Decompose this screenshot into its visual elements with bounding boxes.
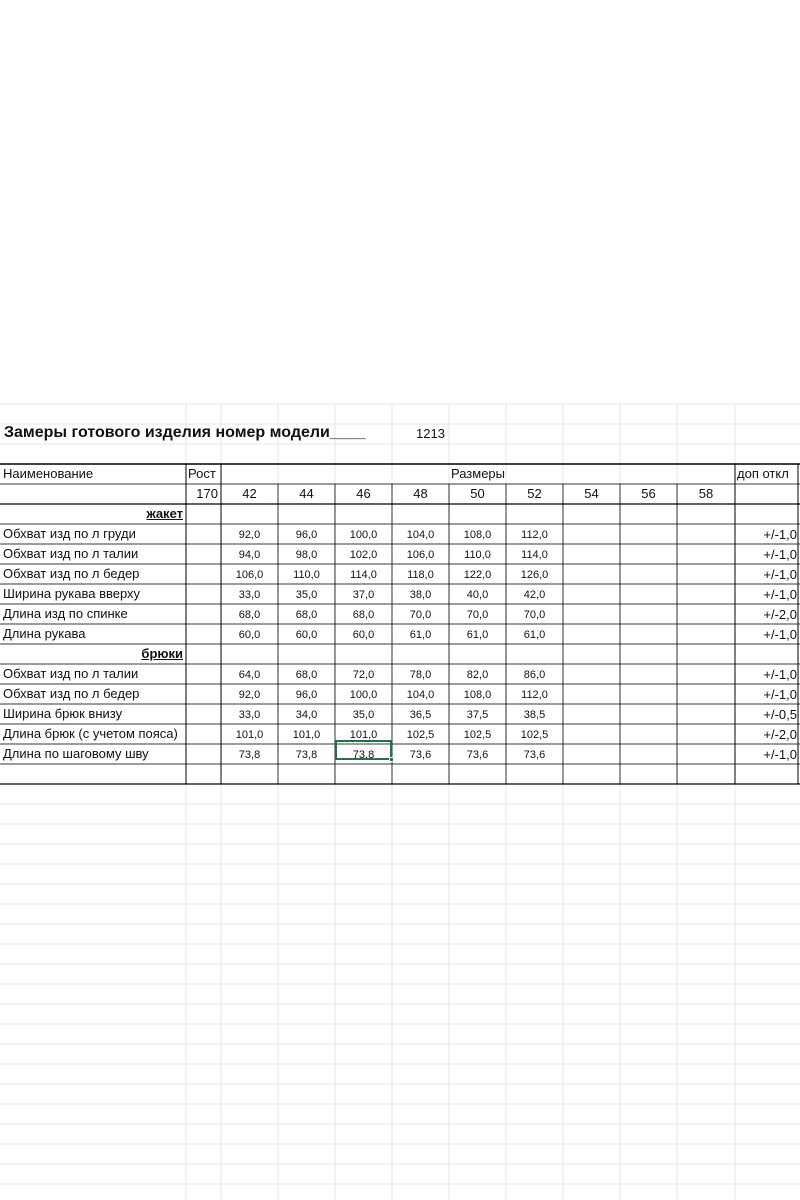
row-name: Длина рукава — [3, 626, 86, 641]
tolerance-cell: +/-1,0 — [763, 547, 797, 562]
size-48: 48 — [413, 486, 428, 501]
height-value: 170 — [196, 486, 218, 501]
value-cell: 100,0 — [349, 529, 378, 541]
value-cell: 73,8 — [238, 749, 261, 761]
size-56: 56 — [641, 486, 656, 501]
value-cell: 118,0 — [407, 569, 434, 581]
value-cell: 35,0 — [295, 589, 318, 601]
section-label: жакет — [146, 506, 183, 521]
row-name: Ширина брюк внизу — [3, 706, 123, 721]
value-cell: 73,8 — [295, 749, 318, 761]
value-cell: 108,0 — [463, 529, 492, 541]
value-cell: 78,0 — [409, 669, 432, 681]
size-58: 58 — [698, 486, 714, 501]
value-cell: 82,0 — [466, 669, 489, 681]
value-cell: 96,0 — [295, 689, 318, 701]
value-cell: 100,0 — [349, 689, 378, 701]
value-cell: 73,6 — [466, 749, 489, 761]
row-name: Длина по шаговому шву — [3, 746, 149, 761]
value-cell: 72,0 — [352, 669, 375, 681]
value-cell: 61,0 — [409, 629, 432, 641]
value-cell: 108,0 — [463, 689, 492, 701]
value-cell: 40,0 — [466, 589, 489, 601]
row-name: Ширина рукава вверху — [3, 586, 141, 601]
tolerance-cell: +/-1,0 — [763, 627, 797, 642]
value-cell: 33,0 — [238, 709, 261, 721]
tolerance-cell: +/-2,0 — [763, 727, 797, 742]
value-cell: 60,0 — [295, 629, 318, 641]
value-cell: 34,0 — [295, 709, 318, 721]
value-cell: 60,0 — [352, 629, 375, 641]
value-cell: 101,0 — [235, 729, 264, 741]
tolerance-cell: +/-1,0 — [763, 747, 797, 762]
value-cell: 122,0 — [463, 569, 492, 581]
tolerance-cell: +/-1,0 — [763, 687, 797, 702]
value-cell: 112,0 — [521, 689, 548, 701]
size-50: 50 — [470, 486, 485, 501]
section-label: брюки — [141, 646, 183, 661]
value-cell: 102,5 — [520, 729, 549, 741]
selected-cell[interactable] — [335, 740, 392, 760]
header-name: Наименование — [3, 466, 94, 481]
value-cell: 33,0 — [238, 589, 261, 601]
value-cell: 101,0 — [349, 729, 378, 741]
size-46: 46 — [356, 486, 371, 501]
value-cell: 110,0 — [464, 549, 491, 561]
header-tolerance: доп откл — [737, 466, 789, 481]
tolerance-cell: +/-2,0 — [763, 607, 797, 622]
value-cell: 86,0 — [523, 669, 546, 681]
row-name: Обхват изд по л талии — [3, 546, 139, 561]
value-cell: 68,0 — [352, 609, 375, 621]
value-cell: 92,0 — [238, 689, 261, 701]
value-cell: 61,0 — [523, 629, 546, 641]
value-cell: 68,0 — [295, 669, 318, 681]
value-cell: 101,0 — [292, 729, 321, 741]
value-cell: 92,0 — [238, 529, 261, 541]
fill-handle[interactable] — [389, 757, 394, 762]
size-42: 42 — [242, 486, 257, 501]
size-52: 52 — [527, 486, 542, 501]
value-cell: 64,0 — [238, 669, 261, 681]
value-cell: 42,0 — [523, 589, 546, 601]
value-cell: 61,0 — [466, 629, 489, 641]
value-cell: 36,5 — [409, 709, 432, 721]
tolerance-cell: +/-1,0 — [763, 667, 797, 682]
value-cell: 73,8 — [352, 749, 375, 761]
value-cell: 70,0 — [409, 609, 432, 621]
value-cell: 38,5 — [523, 709, 546, 721]
tolerance-cell: +/-1,0 — [763, 527, 797, 542]
size-54: 54 — [584, 486, 599, 501]
value-cell: 114,0 — [350, 569, 377, 581]
tolerance-cell: +/-1,0 — [763, 587, 797, 602]
value-cell: 126,0 — [520, 569, 549, 581]
value-cell: 94,0 — [238, 549, 261, 561]
value-cell: 70,0 — [523, 609, 546, 621]
value-cell: 38,0 — [409, 589, 432, 601]
row-name: Обхват изд по л груди — [3, 526, 136, 541]
value-cell: 104,0 — [406, 529, 435, 541]
value-cell: 102,5 — [463, 729, 492, 741]
value-cell: 98,0 — [295, 549, 318, 561]
tolerance-cell: +/-1,0 — [763, 567, 797, 582]
value-cell: 102,0 — [349, 549, 378, 561]
row-name: Обхват изд по л бедер — [3, 566, 140, 581]
value-cell: 106,0 — [406, 549, 435, 561]
value-cell: 104,0 — [406, 689, 435, 701]
tolerance-cell: +/-0,5 — [763, 707, 797, 722]
value-cell: 73,6 — [409, 749, 432, 761]
value-cell: 102,5 — [406, 729, 435, 741]
value-cell: 112,0 — [521, 529, 548, 541]
value-cell: 106,0 — [235, 569, 264, 581]
value-cell: 60,0 — [238, 629, 261, 641]
value-cell: 73,6 — [523, 749, 546, 761]
value-cell: 68,0 — [295, 609, 318, 621]
row-name: Обхват изд по л бедер — [3, 686, 140, 701]
row-name: Обхват изд по л талии — [3, 666, 139, 681]
model-number: 1213 — [416, 426, 445, 441]
header-height: Рост — [188, 466, 216, 481]
value-cell: 70,0 — [466, 609, 489, 621]
sheet-title: Замеры готового изделия номер модели____ — [4, 424, 366, 441]
row-name: Длина изд по спинке — [3, 606, 128, 621]
value-cell: 114,0 — [521, 549, 548, 561]
value-cell: 37,5 — [466, 709, 489, 721]
value-cell: 37,0 — [352, 589, 375, 601]
value-cell: 96,0 — [295, 529, 318, 541]
row-name: Длина брюк (с учетом пояса) — [3, 726, 178, 741]
value-cell: 68,0 — [238, 609, 261, 621]
size-44: 44 — [299, 486, 314, 501]
value-cell: 110,0 — [293, 569, 320, 581]
value-cell: 35,0 — [352, 709, 375, 721]
header-sizes: Размеры — [450, 466, 506, 481]
